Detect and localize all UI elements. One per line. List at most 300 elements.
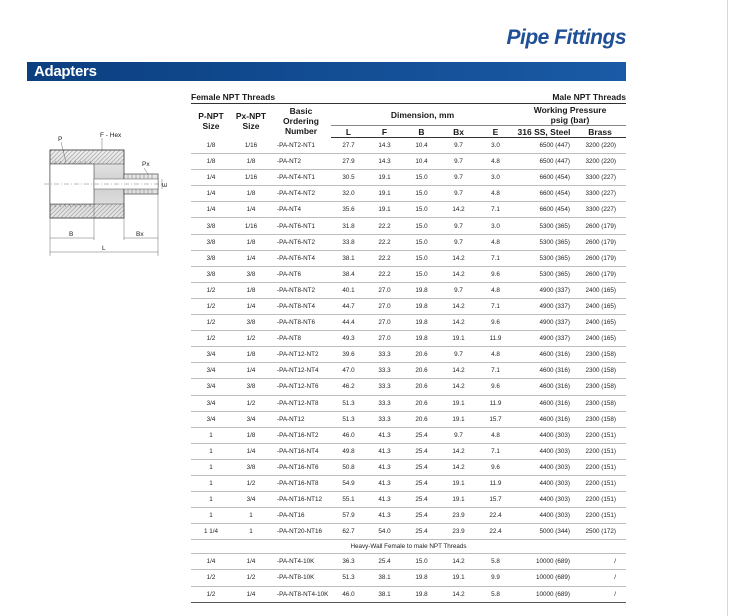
header-bx: Bx xyxy=(440,126,477,138)
cell-dim-f: 22.2 xyxy=(366,218,403,234)
cell-dim-f: 33.3 xyxy=(366,347,403,363)
cell-pressure-brass: 2200 (151) xyxy=(574,459,626,475)
cell-dim-l: 38.4 xyxy=(331,266,366,282)
cell-dim-e: 5.8 xyxy=(477,554,514,570)
cell-dim-l: 31.8 xyxy=(331,218,366,234)
cell-dim-e: 7.1 xyxy=(477,202,514,218)
cell-pressure-ss: 4600 (316) xyxy=(514,395,574,411)
heavy-wall-title: Heavy-Wall Female to male NPT Threads xyxy=(191,540,626,554)
cell-dim-l: 44.7 xyxy=(331,298,366,314)
cell-dim-f: 19.1 xyxy=(366,170,403,186)
table-row xyxy=(191,282,626,298)
cell-pressure-ss: 4900 (337) xyxy=(514,331,574,347)
cell-ordering-number: -PA-NT2 xyxy=(271,154,331,170)
section-header-bar xyxy=(27,62,626,81)
cell-dim-bx: 14.2 xyxy=(440,554,477,570)
cell-dim-l: 51.3 xyxy=(331,395,366,411)
cell-dim-e: 11.9 xyxy=(477,475,514,491)
cell-dim-l: 46.0 xyxy=(331,586,366,602)
cell-dim-f: 22.2 xyxy=(366,234,403,250)
cell-ordering-number: -PA-NT16 xyxy=(271,508,331,524)
cell-dim-l: 33.8 xyxy=(331,234,366,250)
cell-dim-b: 15.0 xyxy=(403,202,440,218)
cell-dim-b: 19.8 xyxy=(403,298,440,314)
cell-ordering-number: -PA-NT2-NT1 xyxy=(271,138,331,154)
cell-dim-e: 7.1 xyxy=(477,363,514,379)
cell-px-npt: 3/8 xyxy=(231,379,271,395)
cell-dim-bx: 23.9 xyxy=(440,524,477,540)
cell-dim-l: 30.5 xyxy=(331,170,366,186)
cell-pressure-brass: 2300 (158) xyxy=(574,379,626,395)
cell-pressure-brass: 2400 (165) xyxy=(574,331,626,347)
cell-pressure-brass: 2600 (179) xyxy=(574,234,626,250)
cell-px-npt: 1/4 xyxy=(231,298,271,314)
cell-dim-e: 3.0 xyxy=(477,218,514,234)
section-title: Adapters xyxy=(34,63,97,80)
table-row xyxy=(191,427,626,443)
cell-pressure-brass: 2200 (151) xyxy=(574,427,626,443)
cell-pressure-ss: 4600 (316) xyxy=(514,363,574,379)
cell-pressure-ss: 4600 (316) xyxy=(514,379,574,395)
cell-px-npt: 1/8 xyxy=(231,154,271,170)
cell-dim-bx: 9.7 xyxy=(440,170,477,186)
cell-dim-bx: 9.7 xyxy=(440,234,477,250)
table-row xyxy=(191,570,626,586)
cell-dim-e: 9.6 xyxy=(477,266,514,282)
table-row xyxy=(191,250,626,266)
cell-ordering-number: -PA-NT12 xyxy=(271,411,331,427)
label-l: L xyxy=(102,245,106,252)
cell-dim-f: 19.1 xyxy=(366,202,403,218)
header-brass: Brass xyxy=(574,126,626,138)
cell-dim-e: 9.6 xyxy=(477,315,514,331)
cell-dim-bx: 19.1 xyxy=(440,570,477,586)
cell-dim-b: 10.4 xyxy=(403,138,440,154)
cell-px-npt: 3/8 xyxy=(231,266,271,282)
cell-ordering-number: -PA-NT12-NT2 xyxy=(271,347,331,363)
cell-dim-b: 25.4 xyxy=(403,508,440,524)
cell-px-npt: 1/8 xyxy=(231,282,271,298)
cell-px-npt: 1 xyxy=(231,508,271,524)
cell-p-npt: 1/2 xyxy=(191,331,231,347)
cell-p-npt: 1 xyxy=(191,492,231,508)
cell-pressure-ss: 10000 (689) xyxy=(514,570,574,586)
cell-dim-b: 15.0 xyxy=(403,234,440,250)
cell-pressure-ss: 6600 (454) xyxy=(514,202,574,218)
page-edge-line xyxy=(727,0,728,616)
cell-px-npt: 1/2 xyxy=(231,475,271,491)
cell-pressure-ss: 4900 (337) xyxy=(514,315,574,331)
cell-dim-l: 50.8 xyxy=(331,459,366,475)
cell-dim-f: 41.3 xyxy=(366,459,403,475)
cell-dim-f: 14.3 xyxy=(366,138,403,154)
cell-pressure-ss: 4400 (303) xyxy=(514,492,574,508)
cell-p-npt: 1 1/4 xyxy=(191,524,231,540)
label-bx: Bx xyxy=(136,231,144,238)
cell-dim-f: 38.1 xyxy=(366,570,403,586)
table-row xyxy=(191,331,626,347)
cell-dim-f: 27.0 xyxy=(366,315,403,331)
cell-pressure-brass: 2400 (165) xyxy=(574,298,626,314)
header-316ss-steel: 316 SS, Steel xyxy=(514,126,574,138)
header-working-pressure: Working Pressure psig (bar) xyxy=(514,104,626,126)
adapter-spec-table xyxy=(191,103,626,603)
cell-px-npt: 3/8 xyxy=(231,315,271,331)
cell-pressure-brass: 2600 (179) xyxy=(574,250,626,266)
header-l: L xyxy=(331,126,366,138)
cell-dim-b: 19.8 xyxy=(403,570,440,586)
cell-dim-e: 9.9 xyxy=(477,570,514,586)
cell-px-npt: 1/4 xyxy=(231,250,271,266)
header-dimension: Dimension, mm xyxy=(331,104,514,126)
cell-dim-f: 33.3 xyxy=(366,395,403,411)
cell-dim-bx: 9.7 xyxy=(440,427,477,443)
cell-ordering-number: -PA-NT16-NT12 xyxy=(271,492,331,508)
cell-pressure-brass: 2300 (158) xyxy=(574,411,626,427)
cell-p-npt: 3/8 xyxy=(191,250,231,266)
cell-dim-e: 4.8 xyxy=(477,234,514,250)
cell-dim-b: 25.4 xyxy=(403,459,440,475)
cell-px-npt: 3/4 xyxy=(231,492,271,508)
table-row xyxy=(191,459,626,475)
cell-px-npt: 1/4 xyxy=(231,202,271,218)
cell-dim-b: 19.8 xyxy=(403,586,440,602)
cell-dim-bx: 14.2 xyxy=(440,363,477,379)
cell-ordering-number: -PA-NT8-NT2 xyxy=(271,282,331,298)
cell-dim-e: 9.6 xyxy=(477,379,514,395)
cell-px-npt: 1/16 xyxy=(231,218,271,234)
cell-dim-e: 4.8 xyxy=(477,154,514,170)
cell-pressure-brass: / xyxy=(574,554,626,570)
cell-px-npt: 1/2 xyxy=(231,395,271,411)
cell-dim-e: 4.8 xyxy=(477,282,514,298)
cell-dim-f: 41.3 xyxy=(366,475,403,491)
cell-dim-l: 55.1 xyxy=(331,492,366,508)
cell-dim-l: 49.8 xyxy=(331,443,366,459)
cell-p-npt: 1/4 xyxy=(191,202,231,218)
cell-ordering-number: -PA-NT6-NT2 xyxy=(271,234,331,250)
cell-dim-b: 15.0 xyxy=(403,250,440,266)
cell-pressure-ss: 5000 (344) xyxy=(514,524,574,540)
header-p-npt-size: P-NPT Size xyxy=(191,104,231,138)
label-p: P xyxy=(58,136,63,143)
cell-dim-b: 20.6 xyxy=(403,411,440,427)
cell-ordering-number: -PA-NT8-NT4-10K xyxy=(271,586,331,602)
cell-ordering-number: -PA-NT8-10K xyxy=(271,570,331,586)
cell-pressure-ss: 4400 (303) xyxy=(514,443,574,459)
cell-dim-b: 20.6 xyxy=(403,347,440,363)
cell-ordering-number: -PA-NT6 xyxy=(271,266,331,282)
cell-dim-b: 25.4 xyxy=(403,492,440,508)
cell-pressure-ss: 4400 (303) xyxy=(514,475,574,491)
cell-p-npt: 3/4 xyxy=(191,347,231,363)
cell-pressure-ss: 5300 (365) xyxy=(514,218,574,234)
cell-dim-e: 3.0 xyxy=(477,138,514,154)
table-row xyxy=(191,554,626,570)
table-row xyxy=(191,154,626,170)
cell-pressure-ss: 4400 (303) xyxy=(514,427,574,443)
cell-dim-b: 19.8 xyxy=(403,282,440,298)
cell-pressure-brass: 2600 (179) xyxy=(574,266,626,282)
cell-dim-l: 32.0 xyxy=(331,186,366,202)
table-row xyxy=(191,395,626,411)
female-npt-label: Female NPT Threads xyxy=(191,92,276,102)
cell-p-npt: 1/2 xyxy=(191,298,231,314)
cell-pressure-brass: 3200 (220) xyxy=(574,138,626,154)
cell-dim-l: 40.1 xyxy=(331,282,366,298)
cell-dim-f: 27.0 xyxy=(366,298,403,314)
label-f-hex: F - Hex xyxy=(100,132,122,139)
cell-dim-bx: 14.2 xyxy=(440,443,477,459)
male-npt-label: Male NPT Threads xyxy=(552,92,626,102)
cell-dim-e: 7.1 xyxy=(477,250,514,266)
cell-dim-f: 22.2 xyxy=(366,250,403,266)
cell-dim-f: 41.3 xyxy=(366,492,403,508)
cell-dim-f: 38.1 xyxy=(366,586,403,602)
cell-dim-e: 4.8 xyxy=(477,347,514,363)
cell-ordering-number: -PA-NT16-NT6 xyxy=(271,459,331,475)
cell-px-npt: 1 xyxy=(231,524,271,540)
cell-dim-l: 54.9 xyxy=(331,475,366,491)
cell-dim-b: 15.0 xyxy=(403,170,440,186)
cell-dim-bx: 14.2 xyxy=(440,586,477,602)
table-row xyxy=(191,186,626,202)
cell-dim-b: 10.4 xyxy=(403,154,440,170)
table-row xyxy=(191,298,626,314)
cell-px-npt: 1/2 xyxy=(231,570,271,586)
cell-pressure-ss: 6500 (447) xyxy=(514,154,574,170)
cell-dim-f: 33.3 xyxy=(366,379,403,395)
cell-px-npt: 1/8 xyxy=(231,347,271,363)
cell-ordering-number: -PA-NT6-NT1 xyxy=(271,218,331,234)
cell-pressure-ss: 4600 (316) xyxy=(514,411,574,427)
cell-ordering-number: -PA-NT12-NT8 xyxy=(271,395,331,411)
cell-pressure-brass: 2300 (158) xyxy=(574,363,626,379)
cell-dim-l: 57.9 xyxy=(331,508,366,524)
label-e: E xyxy=(162,182,169,187)
cell-pressure-brass: 2500 (172) xyxy=(574,524,626,540)
table-row xyxy=(191,315,626,331)
cell-dim-bx: 9.7 xyxy=(440,154,477,170)
cell-dim-b: 25.4 xyxy=(403,427,440,443)
cell-pressure-ss: 6500 (447) xyxy=(514,138,574,154)
cell-dim-l: 47.0 xyxy=(331,363,366,379)
cell-pressure-ss: 4400 (303) xyxy=(514,508,574,524)
cell-px-npt: 1/16 xyxy=(231,170,271,186)
header-f: F xyxy=(366,126,403,138)
cell-pressure-ss: 5300 (365) xyxy=(514,250,574,266)
cell-dim-e: 4.8 xyxy=(477,427,514,443)
cell-pressure-brass: 3300 (227) xyxy=(574,170,626,186)
cell-dim-l: 39.6 xyxy=(331,347,366,363)
cell-p-npt: 3/8 xyxy=(191,234,231,250)
cell-dim-b: 20.6 xyxy=(403,363,440,379)
cell-px-npt: 3/8 xyxy=(231,459,271,475)
table-row xyxy=(191,586,626,602)
cell-p-npt: 3/8 xyxy=(191,266,231,282)
cell-dim-bx: 14.2 xyxy=(440,459,477,475)
label-px: Px xyxy=(142,161,150,168)
cell-dim-f: 33.3 xyxy=(366,411,403,427)
cell-dim-b: 25.4 xyxy=(403,475,440,491)
cell-dim-l: 46.2 xyxy=(331,379,366,395)
cell-dim-f: 27.0 xyxy=(366,282,403,298)
cell-dim-e: 7.1 xyxy=(477,443,514,459)
table-row xyxy=(191,492,626,508)
cell-ordering-number: -PA-NT4-10K xyxy=(271,554,331,570)
cell-dim-l: 38.1 xyxy=(331,250,366,266)
cell-ordering-number: -PA-NT12-NT4 xyxy=(271,363,331,379)
cell-dim-l: 27.9 xyxy=(331,154,366,170)
cell-dim-bx: 23.9 xyxy=(440,508,477,524)
cell-dim-b: 19.8 xyxy=(403,315,440,331)
cell-ordering-number: -PA-NT8 xyxy=(271,331,331,347)
cell-p-npt: 1 xyxy=(191,443,231,459)
cell-dim-bx: 14.2 xyxy=(440,298,477,314)
cell-pressure-brass: 2600 (179) xyxy=(574,218,626,234)
cell-pressure-brass: 3300 (227) xyxy=(574,202,626,218)
cell-dim-b: 15.0 xyxy=(403,266,440,282)
cell-dim-e: 22.4 xyxy=(477,508,514,524)
label-b: B xyxy=(69,231,74,238)
cell-px-npt: 1/4 xyxy=(231,443,271,459)
cell-ordering-number: -PA-NT20-NT16 xyxy=(271,524,331,540)
cell-p-npt: 1/8 xyxy=(191,138,231,154)
cell-ordering-number: -PA-NT4-NT2 xyxy=(271,186,331,202)
cell-dim-bx: 19.1 xyxy=(440,475,477,491)
cell-dim-l: 51.3 xyxy=(331,570,366,586)
cell-pressure-brass: 2200 (151) xyxy=(574,475,626,491)
cell-dim-e: 4.8 xyxy=(477,186,514,202)
cell-p-npt: 1/8 xyxy=(191,154,231,170)
adapter-diagram xyxy=(44,128,182,264)
table-row xyxy=(191,524,626,540)
cell-px-npt: 1/16 xyxy=(231,138,271,154)
cell-dim-bx: 19.1 xyxy=(440,395,477,411)
table-row xyxy=(191,138,626,154)
cell-dim-bx: 9.7 xyxy=(440,138,477,154)
cell-dim-bx: 9.7 xyxy=(440,282,477,298)
cell-ordering-number: -PA-NT8-NT4 xyxy=(271,298,331,314)
cell-dim-b: 15.0 xyxy=(403,218,440,234)
cell-pressure-ss: 4400 (303) xyxy=(514,459,574,475)
table-row xyxy=(191,202,626,218)
cell-dim-e: 11.9 xyxy=(477,395,514,411)
cell-dim-e: 7.1 xyxy=(477,298,514,314)
cell-pressure-brass: 2300 (158) xyxy=(574,347,626,363)
cell-dim-e: 9.6 xyxy=(477,459,514,475)
cell-p-npt: 1/4 xyxy=(191,186,231,202)
cell-dim-f: 14.3 xyxy=(366,154,403,170)
cell-pressure-brass: 2200 (151) xyxy=(574,508,626,524)
cell-dim-bx: 19.1 xyxy=(440,331,477,347)
cell-dim-b: 19.8 xyxy=(403,331,440,347)
cell-pressure-brass: 3200 (220) xyxy=(574,154,626,170)
cell-pressure-ss: 6600 (454) xyxy=(514,170,574,186)
cell-pressure-ss: 6600 (454) xyxy=(514,186,574,202)
cell-dim-bx: 19.1 xyxy=(440,492,477,508)
header-ordering-number: Basic Ordering Number xyxy=(271,104,331,138)
cell-p-npt: 1 xyxy=(191,427,231,443)
cell-pressure-brass: 2400 (165) xyxy=(574,315,626,331)
cell-pressure-ss: 5300 (365) xyxy=(514,266,574,282)
cell-dim-bx: 9.7 xyxy=(440,218,477,234)
cell-dim-e: 22.4 xyxy=(477,524,514,540)
cell-p-npt: 1 xyxy=(191,475,231,491)
table-row xyxy=(191,475,626,491)
cell-dim-f: 41.3 xyxy=(366,443,403,459)
header-px-npt-size: Px-NPT Size xyxy=(231,104,271,138)
cell-p-npt: 1/2 xyxy=(191,586,231,602)
cell-dim-bx: 9.7 xyxy=(440,347,477,363)
cell-ordering-number: -PA-NT16-NT2 xyxy=(271,427,331,443)
cell-dim-b: 20.6 xyxy=(403,379,440,395)
cell-dim-e: 5.8 xyxy=(477,586,514,602)
cell-px-npt: 3/4 xyxy=(231,411,271,427)
cell-ordering-number: -PA-NT8-NT6 xyxy=(271,315,331,331)
cell-dim-bx: 19.1 xyxy=(440,411,477,427)
cell-p-npt: 1 xyxy=(191,508,231,524)
table-row xyxy=(191,379,626,395)
cell-px-npt: 1/8 xyxy=(231,427,271,443)
table-row xyxy=(191,411,626,427)
cell-dim-bx: 14.2 xyxy=(440,250,477,266)
cell-p-npt: 1/2 xyxy=(191,282,231,298)
heavy-wall-section-row xyxy=(191,540,626,554)
cell-dim-l: 46.0 xyxy=(331,427,366,443)
table-row xyxy=(191,347,626,363)
table-row xyxy=(191,218,626,234)
cell-ordering-number: -PA-NT16-NT8 xyxy=(271,475,331,491)
cell-px-npt: 1/8 xyxy=(231,234,271,250)
table-row xyxy=(191,443,626,459)
cell-pressure-ss: 4900 (337) xyxy=(514,298,574,314)
cell-px-npt: 1/4 xyxy=(231,363,271,379)
cell-ordering-number: -PA-NT12-NT6 xyxy=(271,379,331,395)
cell-dim-b: 15.0 xyxy=(403,554,440,570)
cell-dim-l: 44.4 xyxy=(331,315,366,331)
cell-dim-e: 3.0 xyxy=(477,170,514,186)
cell-p-npt: 3/4 xyxy=(191,411,231,427)
cell-pressure-ss: 10000 (689) xyxy=(514,586,574,602)
cell-p-npt: 3/8 xyxy=(191,218,231,234)
cell-px-npt: 1/4 xyxy=(231,586,271,602)
cell-dim-f: 27.0 xyxy=(366,331,403,347)
cell-p-npt: 1/4 xyxy=(191,554,231,570)
cell-dim-bx: 14.2 xyxy=(440,315,477,331)
cell-dim-bx: 14.2 xyxy=(440,202,477,218)
cell-dim-f: 19.1 xyxy=(366,186,403,202)
cell-dim-f: 54.0 xyxy=(366,524,403,540)
table-row xyxy=(191,363,626,379)
cell-dim-b: 15.0 xyxy=(403,186,440,202)
cell-pressure-ss: 4600 (316) xyxy=(514,347,574,363)
cell-dim-l: 27.7 xyxy=(331,138,366,154)
cell-dim-l: 36.3 xyxy=(331,554,366,570)
cell-pressure-brass: / xyxy=(574,570,626,586)
cell-dim-l: 51.3 xyxy=(331,411,366,427)
cell-dim-f: 33.3 xyxy=(366,363,403,379)
cell-pressure-brass: 2200 (151) xyxy=(574,492,626,508)
cell-ordering-number: -PA-NT6-NT4 xyxy=(271,250,331,266)
cell-dim-l: 35.6 xyxy=(331,202,366,218)
cell-px-npt: 1/8 xyxy=(231,186,271,202)
cell-dim-l: 62.7 xyxy=(331,524,366,540)
cell-dim-bx: 9.7 xyxy=(440,186,477,202)
cell-px-npt: 1/4 xyxy=(231,554,271,570)
cell-dim-b: 20.6 xyxy=(403,395,440,411)
cell-p-npt: 3/4 xyxy=(191,379,231,395)
